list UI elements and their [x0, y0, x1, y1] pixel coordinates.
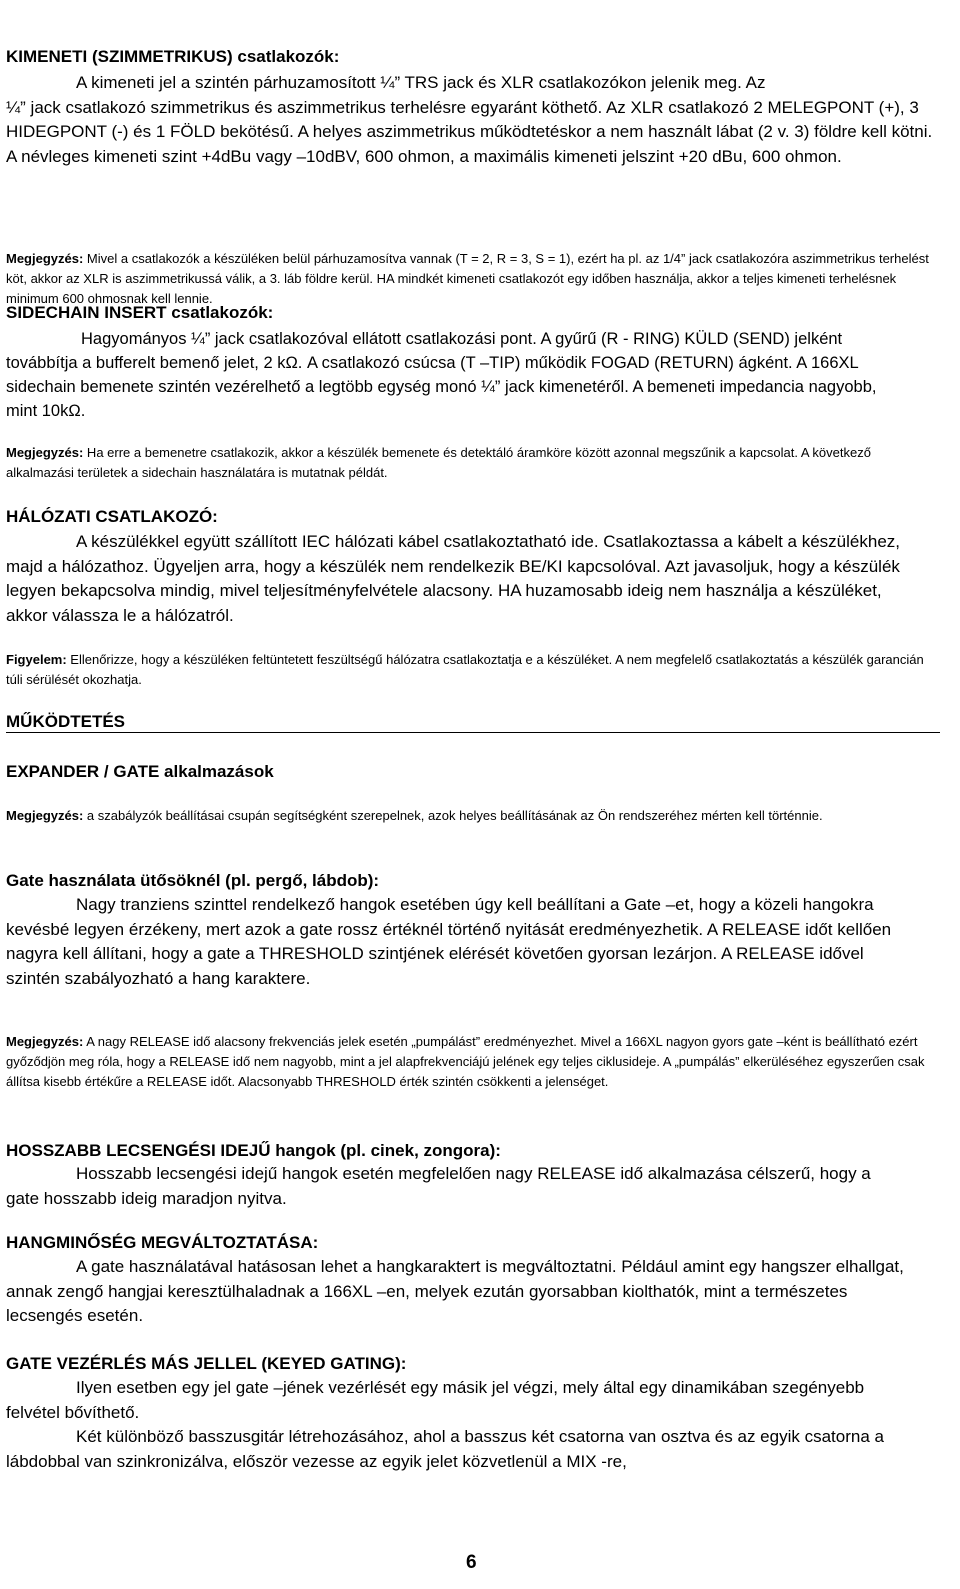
subheading-expander-gate: EXPANDER / GATE alkalmazások	[6, 762, 274, 781]
heading-underline	[6, 732, 940, 733]
warning-label: Figyelem:	[6, 652, 67, 667]
note-label: Megjegyzés:	[6, 445, 84, 460]
outputs-note	[6, 249, 941, 309]
section-body-sound-quality: A gate használatával hatásosan lehet a hangkaraktert is megváltoztatni. Például amint egy hangszer elhallgat, annak zengő hangjai keresztülhaladnak a 166XL –en, melyek ezután gyorsabban kiolthatók, mint a természetes lecsengés esetén.	[6, 1257, 904, 1325]
section-heading-keyed-gating: GATE VEZÉRLÉS MÁS JELLEL (KEYED GATING):	[6, 1354, 407, 1373]
outputs-body-rest: ¼” jack csatlakozó szimmetrikus és aszimmetrikus terhelésre egyaránt köthető. Az XLR csatlakozó 2 MELEGPONT (+), 3 HIDEGPONT (-) és 1 FÖLD bekötésű. A helyes aszimmetrikus működtetéskor a nem használt lábat (2 v. 3) földre kell kötni. A névleges kimeneti szint +4dBu vagy –10dBV, 600 ohmon, a maximális kimeneti jelszint +20 dBu, 600 ohmon.	[6, 97, 933, 166]
note-label: Megjegyzés:	[6, 251, 84, 266]
note-text: a szabályzók beállításai csupán segítségként szerepelnek, azok helyes beállításának az Ön rendszeréhez mérten kell történnie.	[83, 808, 823, 823]
page-number: 6	[466, 1552, 477, 1573]
sidechain-note	[6, 443, 941, 483]
outputs-body-line1: A kimeneti jel a szintén párhuzamosított ¼” TRS jack és XLR csatlakozókon jelenik meg. Az	[76, 73, 766, 92]
warning-text: Ellenőrizze, hogy a készüléken feltüntetett feszültségű hálózatra csatlakoztatja e a készüléket. A nem megfelelő csatlakoztatás a készülék garancián túli sérülését okozhatja.	[6, 652, 924, 687]
note-text: Mivel a csatlakozók a készüléken belül párhuzamosítva vannak (T = 2, R = 3, S = 1), ezért ha pl. az 1/4” jack csatlakozóra aszimmetrikus terhelést köt, akkor az XLR is aszimmetrikussá válik, a 3. láb földre kerül. HA mindkét kimeneti csatlakozót egy időben használja, akkor a teljes kimeneti terhelésnek minimum 600 ohmosnak kell lennie.	[6, 251, 929, 306]
section-heading-sound-quality: HANGMINŐSÉG MEGVÁLTOZTATÁSA:	[6, 1233, 319, 1252]
section-body-mains: A készülékkel együtt szállított IEC hálózati kábel csatlakoztatható ide. Csatlakoztassa a kábelt a készülékhez, majd a hálózathoz. Ügyeljen arra, hogy a készülék nem rendelkezik BE/KI kapcsolóval. Azt javasoljuk, hogy a készülék legyen bekapcsolva mindig, mivel teljesítményfelvétele alacsony. HA huzamosabb ideig nem használja a készüléket, akkor válassza le a hálózatról.	[6, 532, 900, 625]
note-text: Ha erre a bemenetre csatlakozik, akkor a készülék bemenete és detektáló áramköre között azonnal megszűnik a kapcsolat. A következő alkalmazási területek a sidechain használatára is mutatnak példát.	[6, 445, 871, 480]
note-text: A nagy RELEASE idő alacsony frekvenciás jelek esetén „pumpálást” eredményezhet. Mivel a 166XL nagyon gyors gate –ként is beállítható ezért győződjön meg róla, hogy a RELEASE idő nem nagyobb, mint a jel alapfrekvenciájú jelének egy teljes ciklusideje. A „pumpálás” elkerüléséhez egyszerűen csak állítsa kisebb értékűre a RELEASE időt. Alacsonyabb THRESHOLD érték szintén csökkenti a jelenséget.	[6, 1034, 925, 1089]
section-heading-long-decay: HOSSZABB LECSENGÉSI IDEJŰ hangok (pl. cinek, zongora):	[6, 1141, 501, 1160]
section-body-long-decay: Hosszabb lecsengési idejű hangok esetén megfelelően nagy RELEASE idő alkalmazása célszerű, hogy a gate hosszabb ideig maradjon nyitva.	[6, 1164, 871, 1208]
section-heading-mains: HÁLÓZATI CSATLAKOZÓ:	[6, 507, 218, 526]
section-heading-operation: MŰKÖDTETÉS	[6, 712, 125, 731]
section-heading-outputs: KIMENETI (SZIMMETRIKUS) csatlakozók:	[6, 47, 340, 66]
keyed-gating-para-2: Két különböző basszusgitár létrehozásához, ahol a basszus két csatorna van osztva és az egyik csatorna a lábdobbal van szinkronizálva, először vezesse az egyik jelet közvetlenül a MIX -re,	[6, 1427, 884, 1471]
mains-warning	[6, 650, 941, 690]
keyed-gating-para-1: Ilyen esetben egy jel gate –jének vezérlését egy másik jel végzi, mely által egy dinamikában szegényebb felvétel bővíthető.	[6, 1378, 865, 1422]
section-heading-drums: Gate használata ütősöknél (pl. pergő, lábdob):	[6, 871, 380, 890]
section-body-outputs	[6, 71, 936, 169]
section-body-drums: Nagy tranziens szinttel rendelkező hangok esetében úgy kell beállítani a Gate –et, hogy a közeli hangokra kevésbé legyen érzékeny, mert azok a gate rossz értéknél történő nyitását eredményezhetik. A RELEASE időt kellően nagyra kell állítani, hogy a gate a THRESHOLD szintjének elérését követően gyorsan lezárjon. A RELEASE idővel szintén szabályozható a hang karaktere.	[6, 895, 892, 988]
note-label: Megjegyzés:	[6, 808, 84, 823]
section-heading-sidechain: SIDECHAIN INSERT csatlakozók:	[6, 303, 274, 322]
section-body-keyed-gating	[6, 1376, 906, 1474]
note-label: Megjegyzés:	[6, 1034, 84, 1049]
section-body-sidechain: Hagyományos ¼” jack csatlakozóval ellátott csatlakozási pont. A gyűrű (R - RING) KÜLD (SEND) jelként továbbítja a bufferelt bemenő jelet, 2 kΩ. A csatlakozó csúcsa (T –TIP) működik FOGAD (RETURN) ágként. A 166XL sidechain bemenete szintén vezérelhető a legtöbb egység monó ¼” jack kimenetéről. A bemeneti impedancia nagyobb, mint 10kΩ.	[6, 330, 877, 420]
operation-note	[6, 806, 941, 826]
drums-note	[6, 1032, 941, 1092]
